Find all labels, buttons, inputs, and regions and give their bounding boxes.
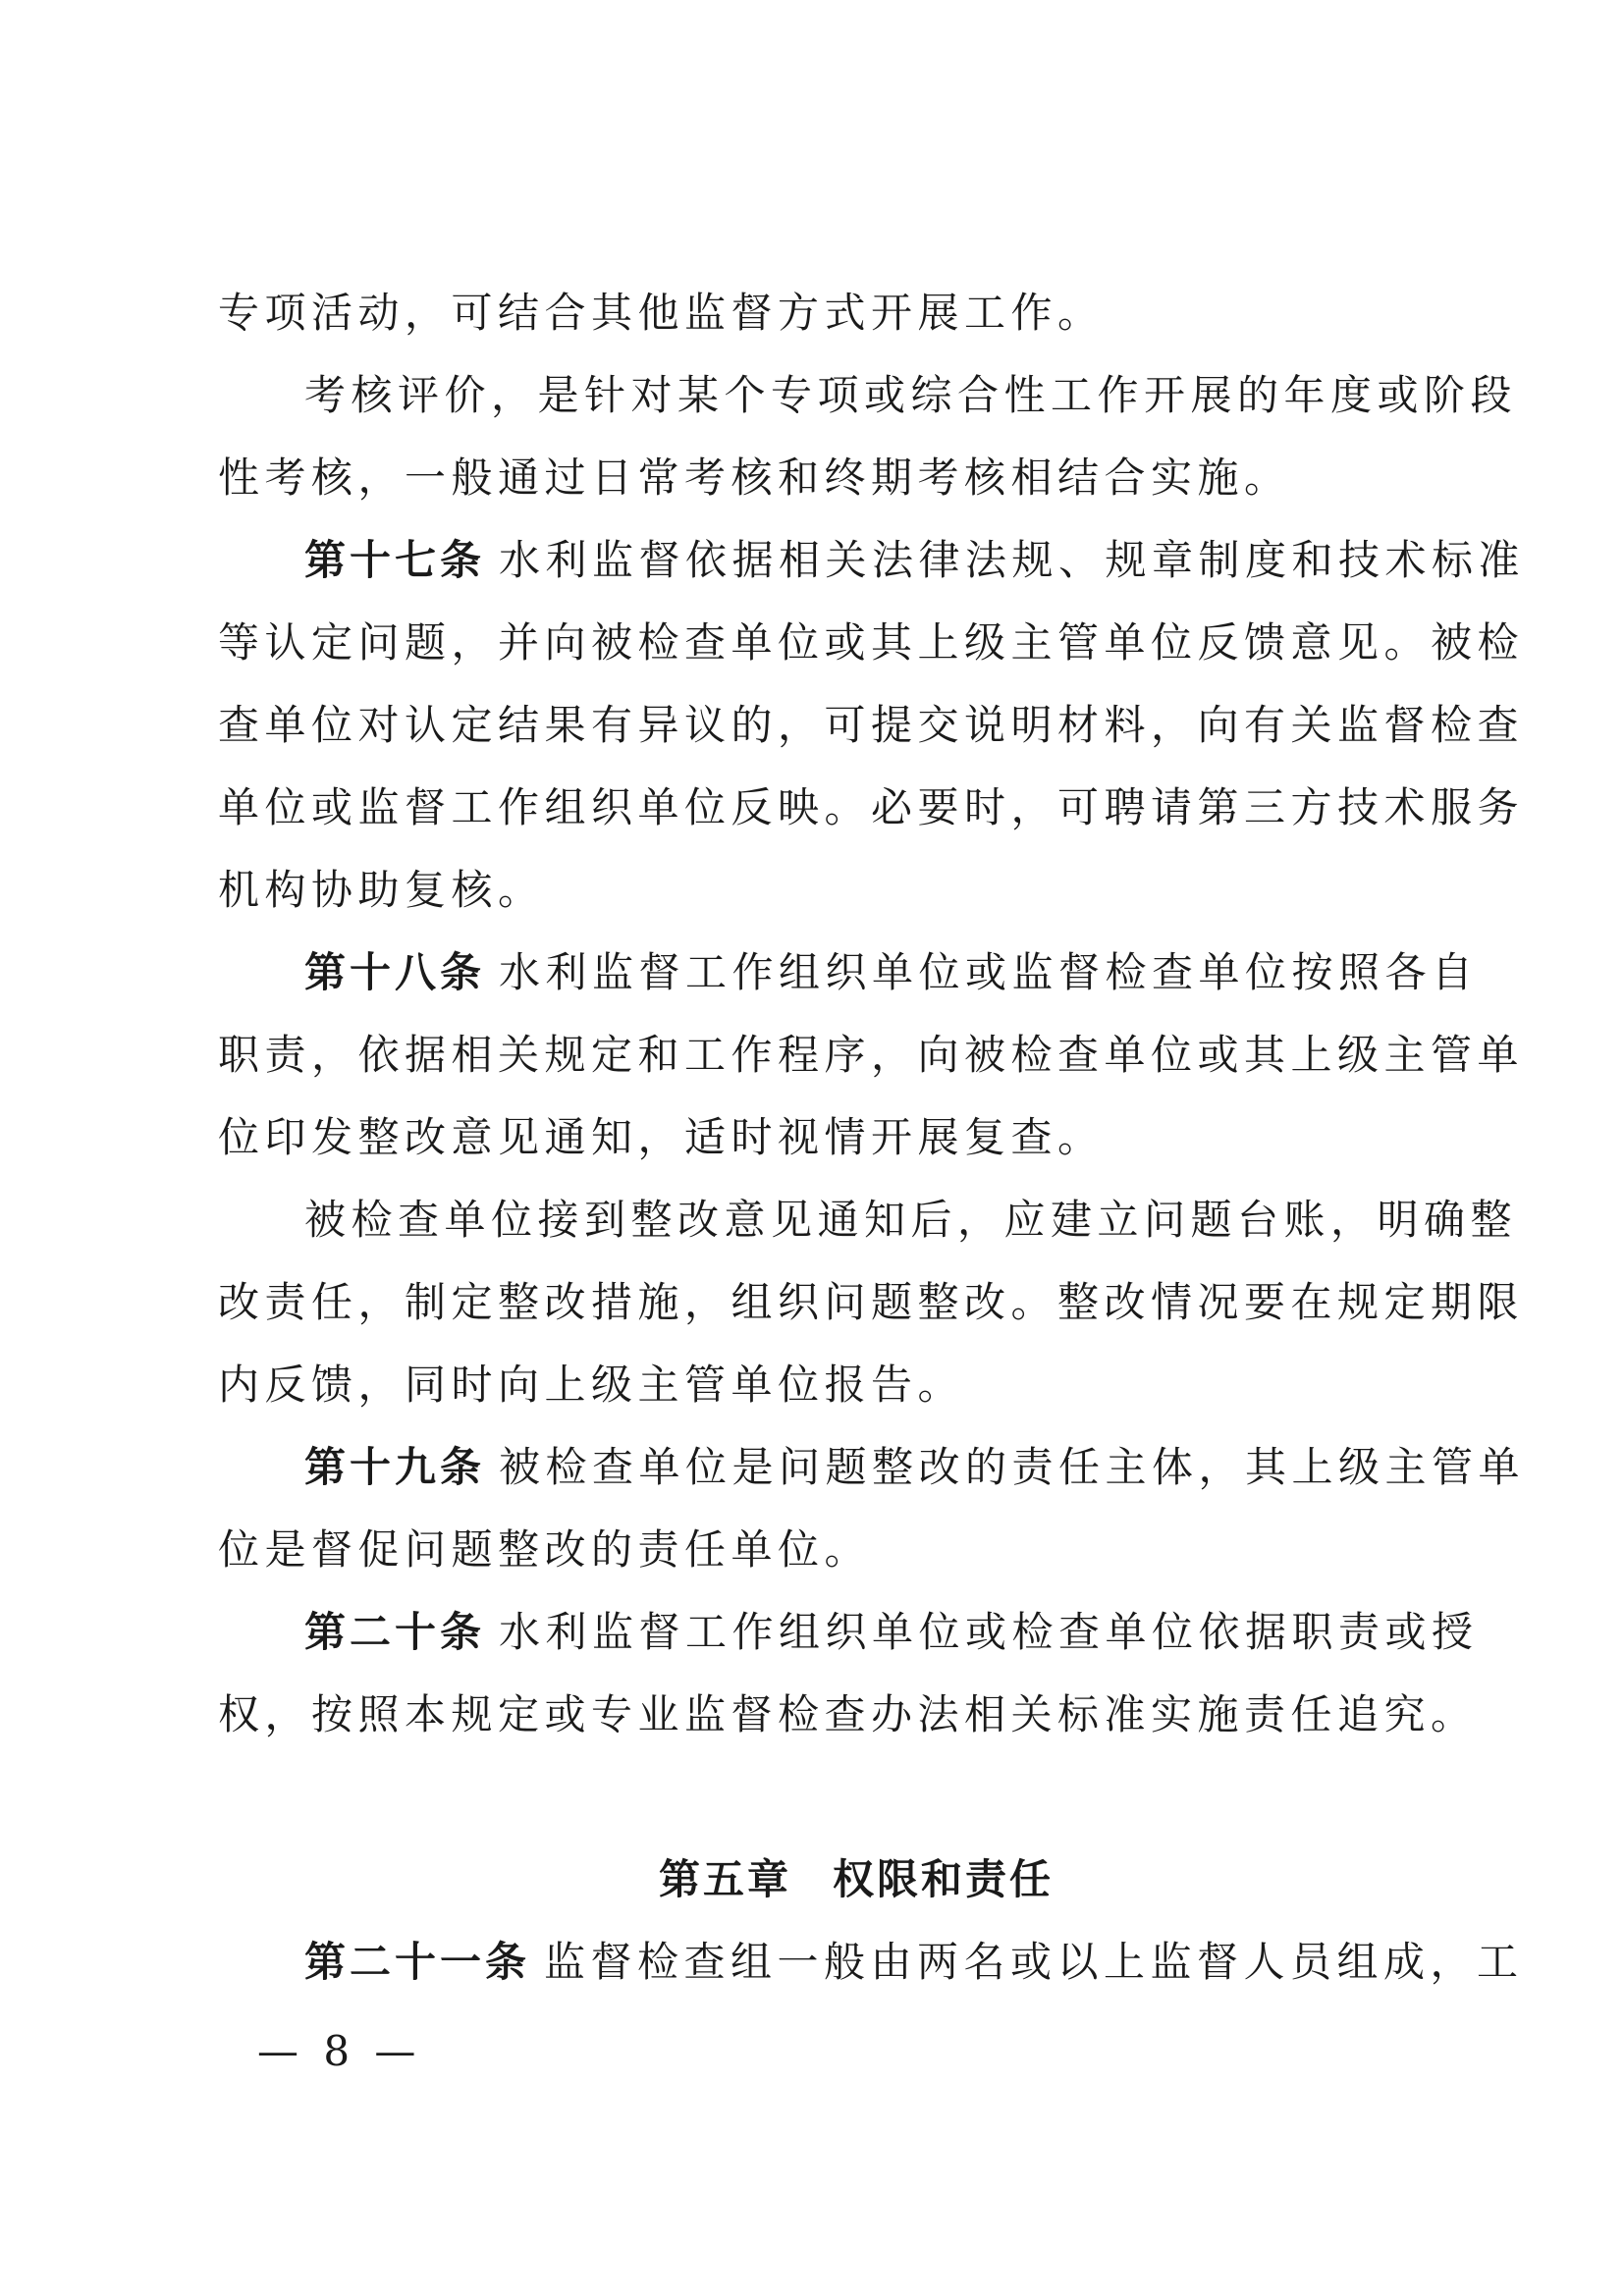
text-line — [218, 1014, 1525, 1096]
text-line — [218, 602, 1525, 684]
text-line — [218, 849, 1435, 932]
line-text: 水利监督依据相关法律法规、规章制度和技术标准 — [499, 536, 1526, 584]
text-line — [218, 1509, 1435, 1591]
text-line — [218, 767, 1525, 849]
article-18-line — [218, 932, 1479, 1014]
line-text: 位是督促问题整改的责任单位。 — [218, 1525, 872, 1574]
line-text: 水利监督工作组织单位或监督检查单位按照各自 — [499, 948, 1479, 996]
line-text: 内反馈，同时向上级主管单位报告。 — [218, 1361, 965, 1409]
line-text: 机构协助复核。 — [218, 866, 545, 914]
line-text: 职责，依据相关规定和工作程序，向被检查单位或其上级主管单 — [218, 1031, 1525, 1079]
article-heading: 第二十条 — [304, 1608, 486, 1656]
line-text: 单位或监督工作组织单位反映。必要时，可聘请第三方技术服务 — [218, 783, 1525, 831]
article-heading: 第十七条 — [304, 536, 486, 584]
line-text: 位印发整改意见通知，适时视情开展复查。 — [218, 1113, 1105, 1161]
line-text: 改责任，制定整改措施，组织问题整改。整改情况要在规定期限 — [218, 1278, 1525, 1326]
section-spacer — [218, 1756, 1435, 1839]
chapter-heading — [218, 1839, 1435, 1921]
line-text: 被检查单位是问题整改的责任主体，其上级主管单 — [499, 1443, 1526, 1491]
line-text: 性考核，一般通过日常考核和终期考核相结合实施。 — [218, 454, 1291, 502]
text-line — [218, 1179, 1518, 1261]
article-heading: 第十八条 — [304, 948, 486, 996]
text-line — [218, 1674, 1478, 1756]
text-line — [218, 272, 1435, 354]
text-line — [218, 684, 1525, 767]
body-text — [218, 272, 1526, 2003]
text-line — [218, 1344, 1435, 1426]
article-heading: 第二十一条 — [304, 1938, 531, 1986]
chapter-title: 权限和责任 — [833, 1855, 1055, 1903]
text-line — [218, 1261, 1525, 1344]
chapter-number: 第五章 — [658, 1855, 791, 1903]
line-text: 考核评价，是针对某个专项或综合性工作开展的年度或阶段 — [304, 371, 1518, 419]
article-heading: 第十九条 — [304, 1443, 486, 1491]
line-text: 权，按照本规定或专业监督检查办法相关标准实施责任追究。 — [218, 1690, 1478, 1738]
text-line — [218, 354, 1518, 437]
line-text: 监督检查组一般由两名或以上监督人员组成，工 — [544, 1938, 1524, 1986]
line-text: 水利监督工作组织单位或检查单位依据职责或授 — [499, 1608, 1479, 1656]
article-19-line — [218, 1426, 1526, 1509]
article-20-line — [218, 1591, 1479, 1674]
line-text: 查单位对认定结果有异议的，可提交说明材料，向有关监督检查 — [218, 701, 1525, 749]
page-number: — 8 — — [257, 2027, 422, 2075]
article-17-line — [218, 519, 1526, 602]
article-21-line — [218, 1921, 1524, 2003]
line-text: 等认定问题，并向被检查单位或其上级主管单位反馈意见。被检 — [218, 618, 1525, 667]
line-text: 专项活动，可结合其他监督方式开展工作。 — [218, 289, 1105, 337]
text-line — [218, 1096, 1435, 1179]
line-text: 被检查单位接到整改意见通知后，应建立问题台账，明确整 — [304, 1196, 1518, 1244]
text-line — [218, 437, 1435, 519]
